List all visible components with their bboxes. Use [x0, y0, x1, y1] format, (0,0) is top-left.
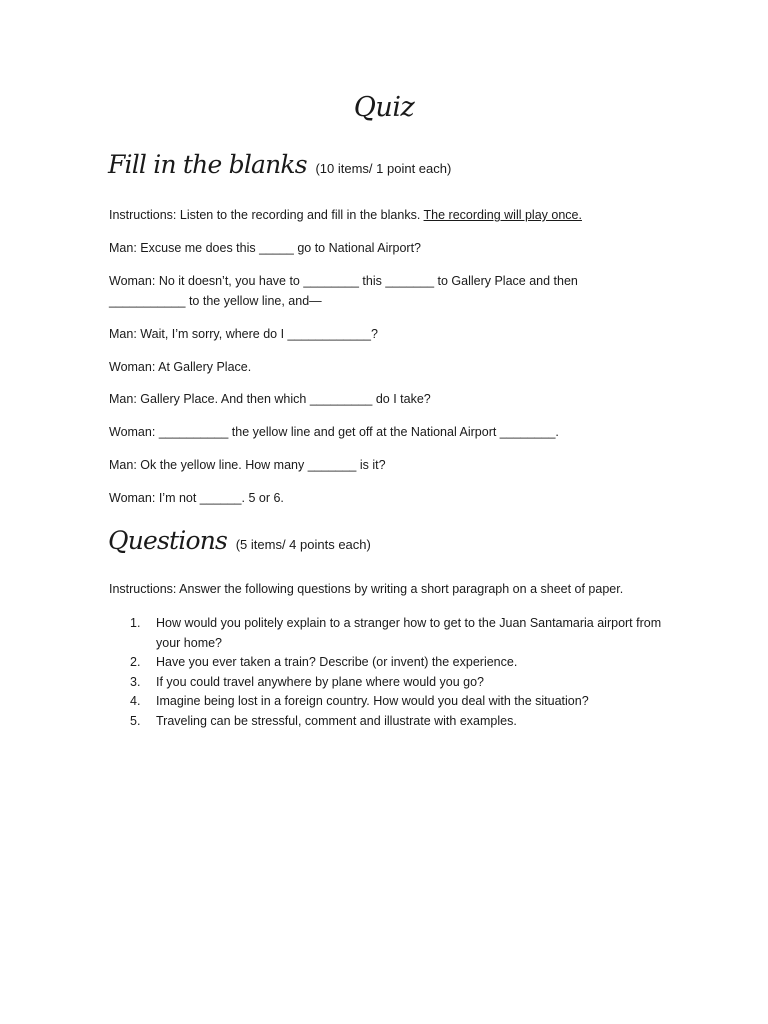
section-title: Fill in the blanks [108, 150, 307, 179]
dialogue-text: ___________ to the yellow line, and— [109, 294, 322, 308]
dialogue-text: Ok the yellow line. How many _______ is it? [140, 458, 386, 472]
instructions-questions [109, 582, 623, 596]
dialogue-line [109, 241, 421, 255]
dialogue-line [109, 360, 251, 374]
section-heading-fill-blanks [108, 150, 451, 180]
dialogue-line [109, 425, 559, 439]
list-number: 2. [130, 655, 141, 669]
question-text: How would you politely explain to a stranger how to get to the Juan Santamaria airport from your home? [156, 616, 662, 650]
list-item [130, 673, 686, 693]
speaker-label: Woman: [109, 491, 156, 505]
question-text: Traveling can be stressful, comment and illustrate with examples. [156, 713, 517, 728]
question-text: Imagine being lost in a foreign country. How would you deal with the situation? [156, 694, 589, 708]
speaker-label: Man: [109, 458, 137, 472]
speaker-label: Woman: [109, 360, 156, 374]
list-number: 4. [130, 694, 141, 708]
instructions-underlined-text: The recording will play once. [423, 208, 582, 222]
speaker-label: Woman: [109, 425, 156, 439]
list-number: 1. [130, 616, 141, 630]
instructions-text: Instructions: Listen to the recording and fill in the blanks. [109, 208, 421, 222]
question-text: If you could travel anywhere by plane where would you go? [156, 674, 484, 689]
dialogue-line [109, 491, 284, 505]
dialogue-text: No it doesn’t, you have to ________ this _______ to Gallery Place and then [158, 274, 578, 288]
dialogue-text: At Gallery Place. [158, 360, 252, 374]
dialogue-text: Gallery Place. And then which _________ do I take? [140, 392, 431, 406]
list-number: 3. [130, 674, 141, 689]
speaker-label: Woman: [109, 274, 156, 288]
question-text: Have you ever taken a train? Describe (or invent) the experience. [156, 655, 518, 669]
section-points-note: (10 items/ 1 point each) [315, 161, 452, 176]
speaker-label: Man: [109, 327, 137, 341]
list-item [130, 653, 686, 673]
speaker-label: Man: [109, 392, 137, 406]
instructions-text: Instructions: Answer the following questions by writing a short paragraph on a sheet of paper. [109, 582, 624, 596]
section-points-note: (5 items/ 4 points each) [235, 537, 371, 552]
section-title: Questions [108, 526, 228, 555]
question-list [130, 614, 686, 731]
dialogue-line [109, 458, 386, 472]
instructions-fill-blanks [109, 208, 582, 222]
dialogue-text: Wait, I’m sorry, where do I ____________? [140, 327, 378, 341]
dialogue-line [109, 392, 431, 406]
speaker-label: Man: [109, 241, 137, 255]
dialogue-text: I’m not ______. 5 or 6. [158, 491, 284, 505]
dialogue-text: __________ the yellow line and get off at the National Airport ________. [158, 425, 559, 439]
dialogue-text: Excuse me does this _____ go to National Airport? [140, 241, 422, 255]
list-item [130, 614, 686, 653]
dialogue-line-continuation [109, 294, 322, 308]
dialogue-line [109, 327, 378, 341]
page-title: Quiz [353, 92, 415, 123]
list-number: 5. [130, 713, 141, 728]
dialogue-line [109, 274, 578, 288]
section-heading-questions [108, 526, 371, 556]
list-item [130, 692, 686, 712]
list-item [130, 712, 686, 732]
